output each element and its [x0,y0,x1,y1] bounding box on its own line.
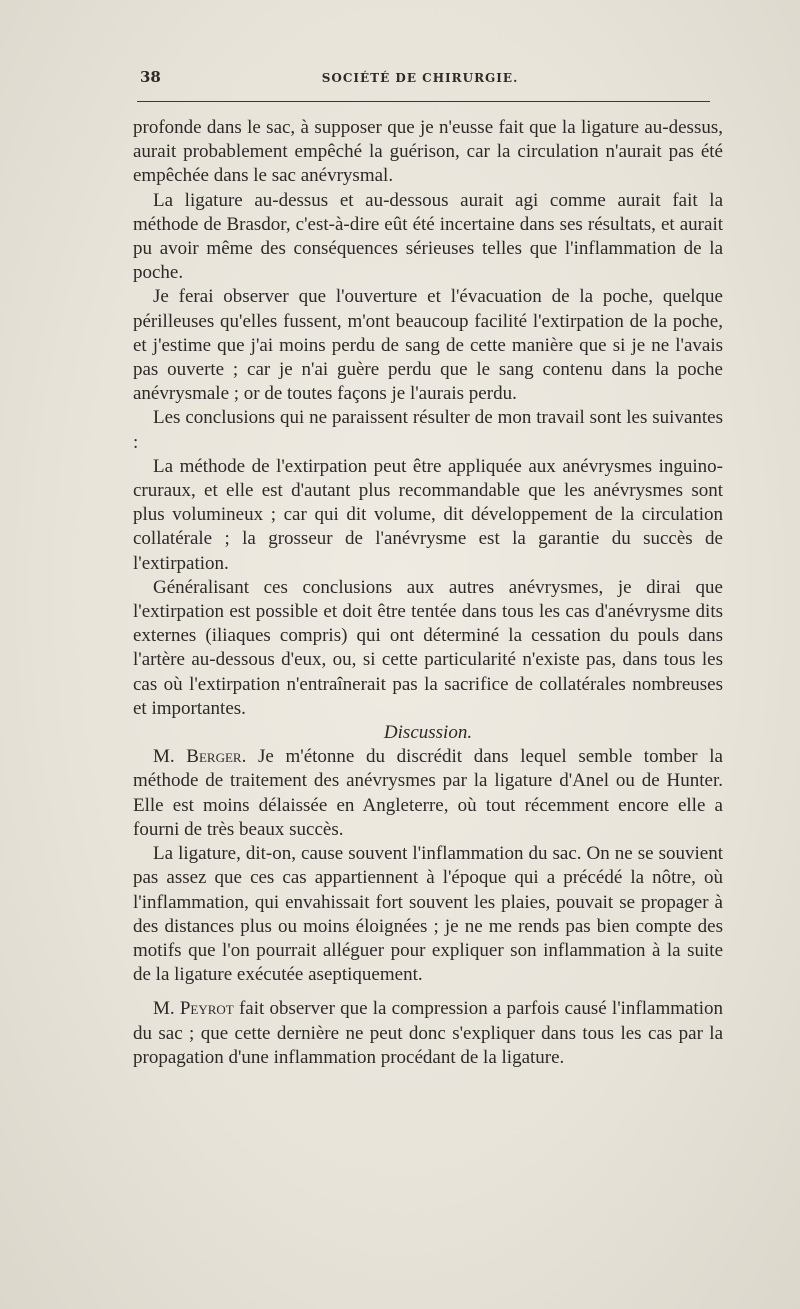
page-number: 38 [140,68,161,86]
speaker-text: Je m'étonne du discrédit dans lequel semble tomber la méthode de traitement des anévrysmes par la ligature d'Anel ou de Hunter. Elle est moins délaissée en Angleterre, où tout récemment encore elle a fourni de très beaux succès. [133,746,723,840]
paragraph: Les conclusions qui ne paraissent résulter de mon travail sont les suivantes : [133,407,723,453]
paragraph: La méthode de l'extirpation peut être appliquée aux anévrysmes inguino-cruraux, et elle est d'autant plus recommandable que les anévrysmes sont plus volumineux ; car qui dit volume, dit développement de la circulation collatérale ; la grosseur de l'anévrysme est la garantie du succès de l'extirpation. [133,455,723,574]
page-header [130,68,710,90]
header-rule [137,101,710,102]
berger-paragraph [133,745,723,842]
paragraph: Je ferai observer que l'ouverture et l'évacuation de la poche, quelque périlleuses qu'elles fussent, m'ont beaucoup facilité l'extirpation de la poche, et j'estime que j'ai moins perdu de sang de cette manière que si je ne l'avais pas ouverte ; car je n'ai guère perdu que le sang contenu dans la poche anévrysmale ; or de toutes façons je l'aurais perdu. [133,286,723,405]
paragraph: profonde dans le sac, à supposer que je n'eusse fait que la ligature au-dessus, aurait probablement empêché la guérison, car la circulation n'aurait pas été empêchée dans le sac anévrysmal. [133,117,723,187]
speaker-name: M. Peyrot [153,998,234,1020]
peyrot-paragraph [133,997,723,1070]
body-text [133,116,723,1070]
paragraph: La ligature, dit-on, cause souvent l'inflammation du sac. On ne se souvient pas assez que ces cas appartiennent à l'époque qui a précédé la nôtre, où l'inflammation, qui envahissait fort souvent les plaies, pouvait se propager à des distances plus ou moins éloignées ; je ne me rends pas bien compte des motifs que l'on pourrait alléguer pour expliquer son inflammation à la suite de la ligature exécutée aseptiquement. [133,843,723,986]
speaker-name: M. Berger. [153,746,247,768]
speaker-text: fait observer que la compression a parfois causé l'inflammation du sac ; que cette dernière ne peut donc s'expliquer dans tous les cas par la propagation d'une inflammation procédant de la ligature. [133,998,723,1068]
paragraph: La ligature au-dessus et au-dessous aurait agi comme aurait fait la méthode de Brasdor, c'est-à-dire eût été incertaine dans ses résultats, et aurait pu avoir même des conséquences sérieuses telles que l'inflammation de la poche. [133,189,723,284]
running-head: SOCIÉTÉ DE CHIRURGIE. [321,71,519,85]
discussion-heading: Discussion. [383,722,473,744]
paragraph: Généralisant ces conclusions aux autres anévrysmes, je dirai que l'extirpation est possible et doit être tentée dans tous les cas d'anévrysme dits externes (iliaques compris) qui ont déterminé la cessation du pouls dans l'artère au-dessous d'eux, ou, si cette particularité n'existe pas, dans tous les cas où l'extirpation n'entraînerait pas la sacrifice de collatérales nombreuses et importantes. [133,576,723,719]
